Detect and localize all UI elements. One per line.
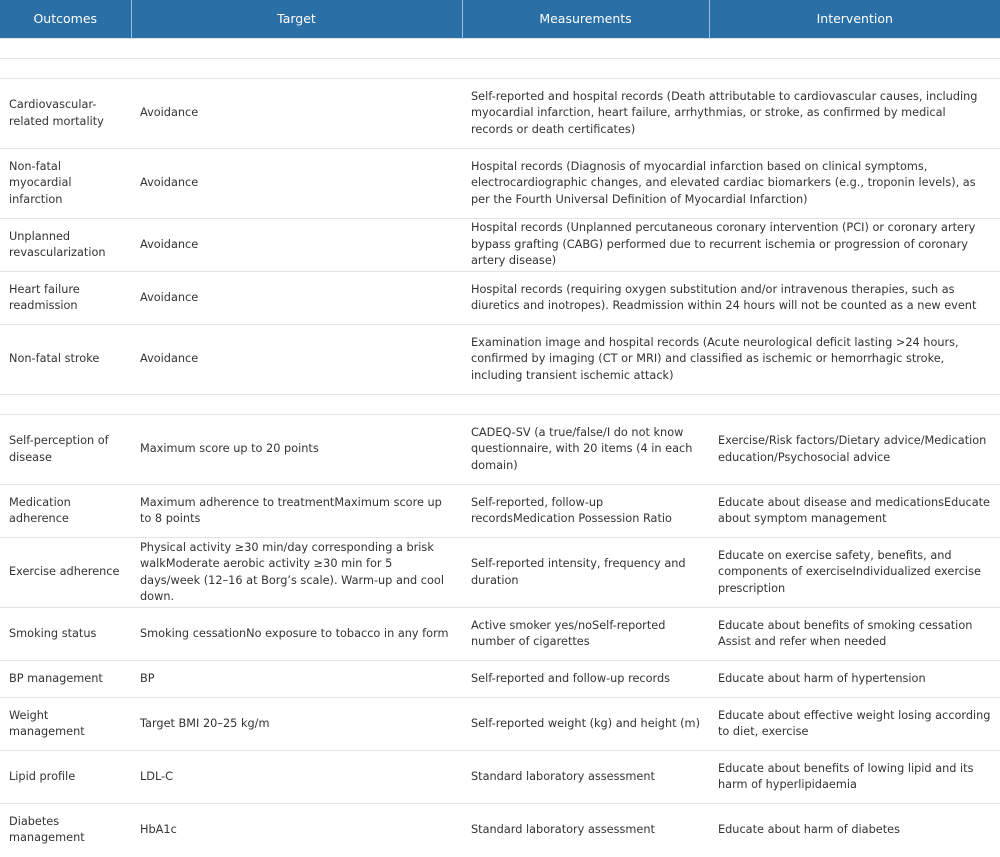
cell-target: Avoidance <box>131 272 462 325</box>
cell-intervention: Exercise/Risk factors/Dietary advice/Medication education/Psychosocial advice <box>709 415 1000 485</box>
cell-outcome: BP management <box>0 661 131 698</box>
cell-measurement: Active smoker yes/noSelf-reported number of cigarettes <box>462 608 709 661</box>
cell-outcome <box>0 39 131 59</box>
cell-target: Avoidance <box>131 219 462 272</box>
header-target: Target <box>131 0 462 39</box>
cell-intervention: Educate on exercise safety, benefits, and components of exerciseIndividualized exercise prescription <box>709 538 1000 608</box>
table-body <box>0 39 1000 857</box>
cell-measurement: Self-reported, follow-up recordsMedication Possession Ratio <box>462 485 709 538</box>
cell-intervention: Educate about benefits of smoking cessation Assist and refer when needed <box>709 608 1000 661</box>
cell-outcome: Exercise adherence <box>0 538 131 608</box>
cell-outcome: Lipid profile <box>0 751 131 804</box>
cell-measurement <box>462 39 709 59</box>
cell-intervention: Educate about effective weight losing according to diet, exercise <box>709 698 1000 751</box>
header-intervention: Intervention <box>709 0 1000 39</box>
cell-outcome <box>0 59 131 79</box>
cell-target: Maximum score up to 20 points <box>131 415 462 485</box>
cell-target: Target BMI 20–25 kg/m <box>131 698 462 751</box>
cell-target: HbA1c <box>131 804 462 857</box>
table-row <box>0 751 1000 804</box>
cell-target: BP <box>131 661 462 698</box>
section-divider-row <box>0 59 1000 79</box>
cell-intervention: Educate about disease and medicationsEducate about symptom management <box>709 485 1000 538</box>
cell-target: Avoidance <box>131 325 462 395</box>
cell-outcome <box>0 395 131 415</box>
table-row <box>0 485 1000 538</box>
cell-measurement: Self-reported and hospital records (Death attributable to cardiovascular causes, including myocardial infarction, heart failure, arrhythmias, or stroke, as confirmed by medical records or death certificates) <box>462 79 1000 149</box>
cell-outcome: Unplanned revascularization <box>0 219 131 272</box>
cell-measurement: Hospital records (Unplanned percutaneous coronary intervention (PCI) or coronary artery bypass grafting (CABG) performed due to recurrent ischemia or progression of coronary artery disease) <box>462 219 1000 272</box>
table-row <box>0 538 1000 608</box>
section-divider-row <box>0 39 1000 59</box>
table-row <box>0 608 1000 661</box>
cell-target <box>131 59 462 79</box>
table-row <box>0 219 1000 272</box>
header-row <box>0 0 1000 39</box>
cell-intervention <box>709 59 1000 79</box>
cell-target: LDL-C <box>131 751 462 804</box>
cell-outcome: Weight management <box>0 698 131 751</box>
cell-measurement: Self-reported intensity, frequency and duration <box>462 538 709 608</box>
cell-measurement: Standard laboratory assessment <box>462 804 709 857</box>
cell-target: Avoidance <box>131 79 462 149</box>
cell-measurement: Hospital records (Diagnosis of myocardial infarction based on clinical symptoms, electrocardiographic changes, and elevated cardiac biomarkers (e.g., troponin levels), as per the Fourth Universal Definition of Myocardial Infarction) <box>462 149 1000 219</box>
cell-target: Maximum adherence to treatmentMaximum score up to 8 points <box>131 485 462 538</box>
table-row <box>0 325 1000 395</box>
cell-intervention: Educate about harm of diabetes <box>709 804 1000 857</box>
cell-target: Smoking cessationNo exposure to tobacco in any form <box>131 608 462 661</box>
cell-measurement: Self-reported and follow-up records <box>462 661 709 698</box>
table-header <box>0 0 1000 39</box>
table-row <box>0 661 1000 698</box>
cell-measurement: Hospital records (requiring oxygen substitution and/or intravenous therapies, such as diuretics and inotropes). Readmission within 24 hours will not be counted as a new event <box>462 272 1000 325</box>
table-row <box>0 415 1000 485</box>
table-row <box>0 272 1000 325</box>
cell-measurement <box>462 59 709 79</box>
cell-measurement <box>462 395 709 415</box>
table-row <box>0 149 1000 219</box>
header-outcomes: Outcomes <box>0 0 131 39</box>
cell-outcome: Medication adherence <box>0 485 131 538</box>
cell-target <box>131 39 462 59</box>
cell-outcome: Non-fatal myocardial infarction <box>0 149 131 219</box>
cell-intervention <box>709 395 1000 415</box>
cell-outcome: Non-fatal stroke <box>0 325 131 395</box>
cell-measurement: Self-reported weight (kg) and height (m) <box>462 698 709 751</box>
cell-measurement: Standard laboratory assessment <box>462 751 709 804</box>
table-row <box>0 79 1000 149</box>
cell-intervention: Educate about harm of hypertension <box>709 661 1000 698</box>
cell-target: Physical activity ≥30 min/day corresponding a brisk walkModerate aerobic activity ≥30 min for 5 days/week (12–16 at Borg’s scale). Warm-up and cool down. <box>131 538 462 608</box>
cell-intervention: Educate about benefits of lowing lipid and its harm of hyperlipidaemia <box>709 751 1000 804</box>
cell-outcome: Heart failure readmission <box>0 272 131 325</box>
cell-outcome: Self-perception of disease <box>0 415 131 485</box>
cell-target: Avoidance <box>131 149 462 219</box>
section-divider-row <box>0 395 1000 415</box>
cell-outcome: Smoking status <box>0 608 131 661</box>
cell-target <box>131 395 462 415</box>
table-row <box>0 804 1000 857</box>
cell-outcome: Diabetes management <box>0 804 131 857</box>
cell-measurement: Examination image and hospital records (Acute neurological deficit lasting >24 hours, confirmed by imaging (CT or MRI) and classified as ischemic or hemorrhagic stroke, including transient ischemic attack) <box>462 325 1000 395</box>
cell-intervention <box>709 39 1000 59</box>
cell-measurement: CADEQ-SV (a true/false/I do not know questionnaire, with 20 items (4 in each domain) <box>462 415 709 485</box>
header-measurements: Measurements <box>462 0 709 39</box>
table-row <box>0 698 1000 751</box>
cell-outcome: Cardiovascular-related mortality <box>0 79 131 149</box>
